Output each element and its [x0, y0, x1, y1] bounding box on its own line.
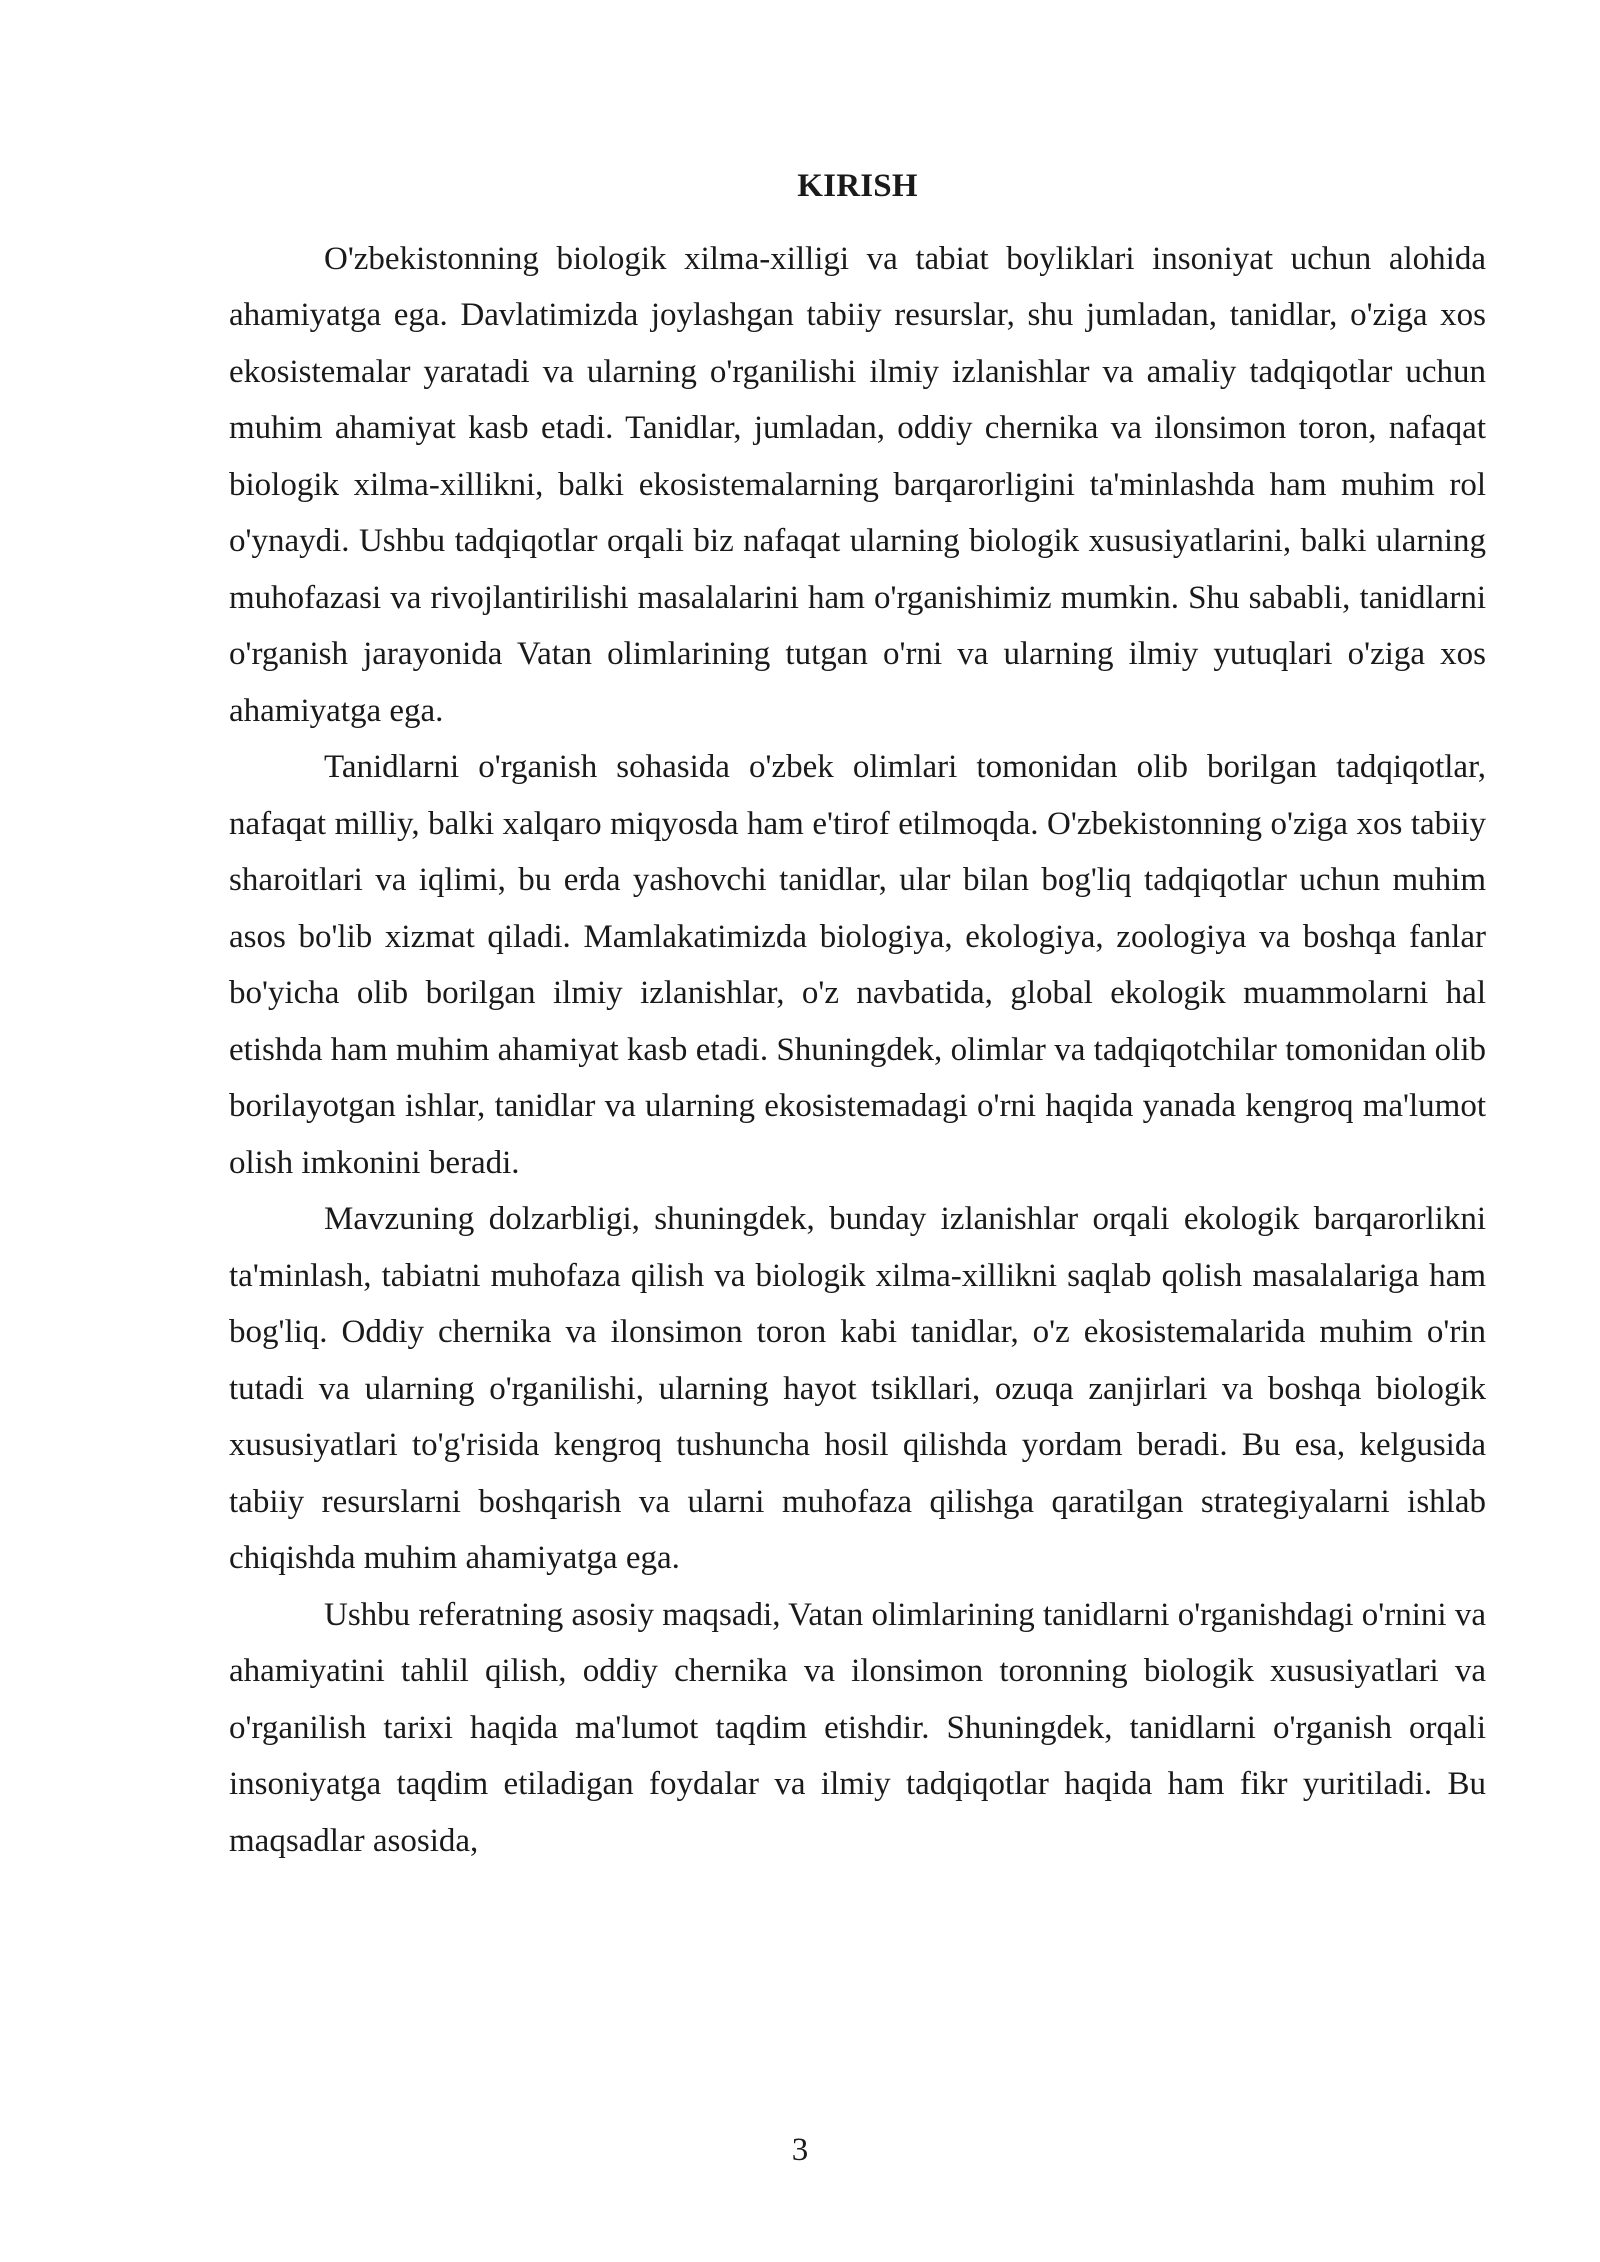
page-number: 3	[791, 2132, 809, 2168]
paragraph-1: O'zbekistonning biologik xilma-xilligi va tabiat boyliklari insoniyat uchun alohida ahamiyatga ega. Davlatimizda joylashgan tabiiy resurslar, shu jumladan, tanidlar, o'ziga xos ekosistemalar yaratadi va ularning o'rganilishi ilmiy izlanishlar va amaliy tadqiqotlar uchun muhim ahamiyat kasb etadi. Tanidlar, jumladan, oddiy chernika va ilonsimon toron, nafaqat biologik xilma-xillikni, balki ekosistemalarning barqarorligini ta'minlashda ham muhim rol o'ynaydi. Ushbu tadqiqotlar orqali biz nafaqat ularning biologik xususiyatlarini, balki ularning muhofazasi va rivojlantirilishi masalalarini ham o'rganishimiz mumkin. Shu sababli, tanidlarni o'rganish jarayonida Vatan olimlarining tutgan o'rni va ularning ilmiy yutuqlari o'ziga xos ahamiyatga ega.	[229, 240, 1486, 729]
paragraph-4: Ushbu referatning asosiy maqsadi, Vatan olimlarining tanidlarni o'rganishdagi o'rnini va ahamiyatini tahlil qilish, oddiy chernika va ilonsimon toronning biologik xususiyatlari va o'rganilish tarixi haqida ma'lumot taqdim etishdir. Shuningdek, tanidlarni o'rganish orqali insoniyatga taqdim etiladigan foydalar va ilmiy tadqiqotlar haqida ham fikr yuritiladi. Bu maqsadlar asosida,	[229, 1596, 1486, 1859]
paragraph-2: Tanidlarni o'rganish sohasida o'zbek olimlari tomonidan olib borilgan tadqiqotlar, nafaqat milliy, balki xalqaro miqyosda ham e'tirof etilmoqda. O'zbekistonning o'ziga xos tabiiy sharoitlari va iqlimi, bu erda yashovchi tanidlar, ular bilan bog'liq tadqiqotlar uchun muhim asos bo'lib xizmat qiladi. Mamlakatimizda biologiya, ekologiya, zoologiya va boshqa fanlar bo'yicha olib borilgan ilmiy izlanishlar, o'z navbatida, global ekologik muammolarni hal etishda ham muhim ahamiyat kasb etadi. Shuningdek, olimlar va tadqiqotchilar tomonidan olib borilayotgan ishlar, tanidlar va ularning ekosistemadagi o'rni haqida yanada kengroq ma'lumot olish imkonini beradi.	[229, 749, 1486, 1181]
paragraph-3: Mavzuning dolzarbligi, shuningdek, bunday izlanishlar orqali ekologik barqarorlikni ta'minlash, tabiatni muhofaza qilish va biologik xilma-xillikni saqlab qolish masalalariga ham bog'liq. Oddiy chernika va ilonsimon toron kabi tanidlar, o'z ekosistemalarida muhim o'rin tutadi va ularning o'rganilishi, ularning hayot tsikllari, ozuqa zanjirlari va boshqa biologik xususiyatlari to'g'risida kengroq tushuncha hosil qilishda yordam beradi. Bu esa, kelgusida tabiiy resurslarni boshqarish va ularni muhofaza qilishga qaratilgan strategiyalarni ishlab chiqishda muhim ahamiyatga ega.	[229, 1201, 1486, 1576]
section-heading: KIRISH	[797, 168, 918, 204]
page-content	[229, 158, 1486, 1869]
